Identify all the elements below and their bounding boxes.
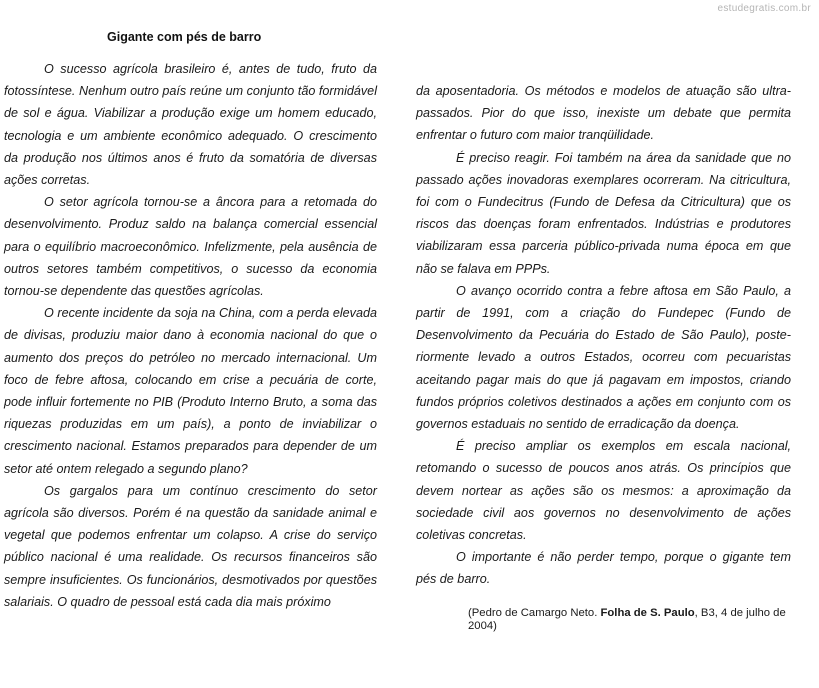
paragraph: É preciso ampliar os exemplos em escala nacional, retomando o sucesso de poucos anos atrás. Os princípios que devem nortear as ações são os mesmos: a aproximação da sociedade civil aos governos no desenvolvimento de ações coletivas concretas.: [416, 439, 791, 543]
paragraph: O sucesso agrícola brasileiro é, antes de tudo, fruto da fotossíntese. Nenhum outro país reúne um conjunto tão formidável de sol e água. Viabilizar a produção exige um homem educado, tecnologia e um ambiente econômico adequado. O crescimento da produção nos últimos anos é fruto da somatória de diversas ações corretas.: [4, 62, 377, 188]
citation: [468, 607, 791, 633]
article-title: Gigante com pés de barro: [107, 30, 262, 44]
citation-source: Folha de S. Paulo: [600, 606, 695, 619]
paragraph: O avanço ocorrido contra a febre aftosa em São Paulo, a partir de 1991, com a criação do Fundepec (Fundo de Desenvolvimento da Pecuária do Estado de São Paulo), posteriormente levado a outros Estados, ocorreu com pecuaristas aceitando pagar mais do que já pagavam em impostos, criando fundos próprios coletivos destinados a ações em conjunto com os governos estaduais no sentido de erradicação da doença.: [416, 283, 791, 432]
paragraph: Os gargalos para um contínuo crescimento do setor agrícola são diversos. Porém é na questão da sanidade animal e vegetal que podemos enfrentar um colapso. A crise do serviço público nacional é uma realidade. Os recursos financeiros são sempre insuficientes. Os funcionários, desmotivados por questões salariais. O quadro de pessoal está cada dia mais próximo: [4, 483, 377, 609]
citation-suffix: , B3, 4 de julho de 2004): [468, 606, 786, 632]
right-column: [416, 80, 791, 633]
paragraph: É preciso reagir. Foi também na área da sanidade que no passado ações inovadoras exemplares ocorreram. Na citricultura, foi com o Fundecitrus (Fundo de Defesa da Citricultura) que os riscos das doenças foram enfrentados. Indústrias e produtores viabilizaram essa parceria público-privada numa época em que não se falava em PPPs.: [416, 150, 791, 276]
paragraph-continuation: da aposentadoria. Os métodos e modelos de atuação são ultrapassados. Pior do que isso, inexiste um debate que permita enfrentar o futuro com maior tranqüilidade.: [416, 84, 791, 143]
watermark: estudegratis.com.br: [717, 3, 811, 14]
paragraph: O setor agrícola tornou-se a âncora para a retomada do desenvolvimento. Produz saldo na balança comercial essencial para o equilíbrio macroeconômico. Infelizmente, pela ausência de outros setores também competitivos, o sucesso da economia tornou-se dependente das questões agrícolas.: [4, 195, 377, 299]
paragraph: O recente incidente da soja na China, com a perda elevada de divisas, produziu maior dano à economia nacional do que o aumento dos preços do petróleo no mercado internacional. Um foco de febre aftosa, colocando em crise a pecuária de corte, pode influir fortemente no PIB (Produto Interno Bruto, a soma das riquezas produzidas em um país), a ponto de inviabilizar o crescimento nacional. Estamos preparados para depender de um setor até ontem relegado a segundo plano?: [4, 306, 377, 476]
citation-prefix: (Pedro de Camargo Neto.: [468, 606, 601, 619]
paragraph: O importante é não perder tempo, porque o gigante tem pés de barro.: [416, 550, 791, 587]
left-column: [4, 58, 377, 613]
